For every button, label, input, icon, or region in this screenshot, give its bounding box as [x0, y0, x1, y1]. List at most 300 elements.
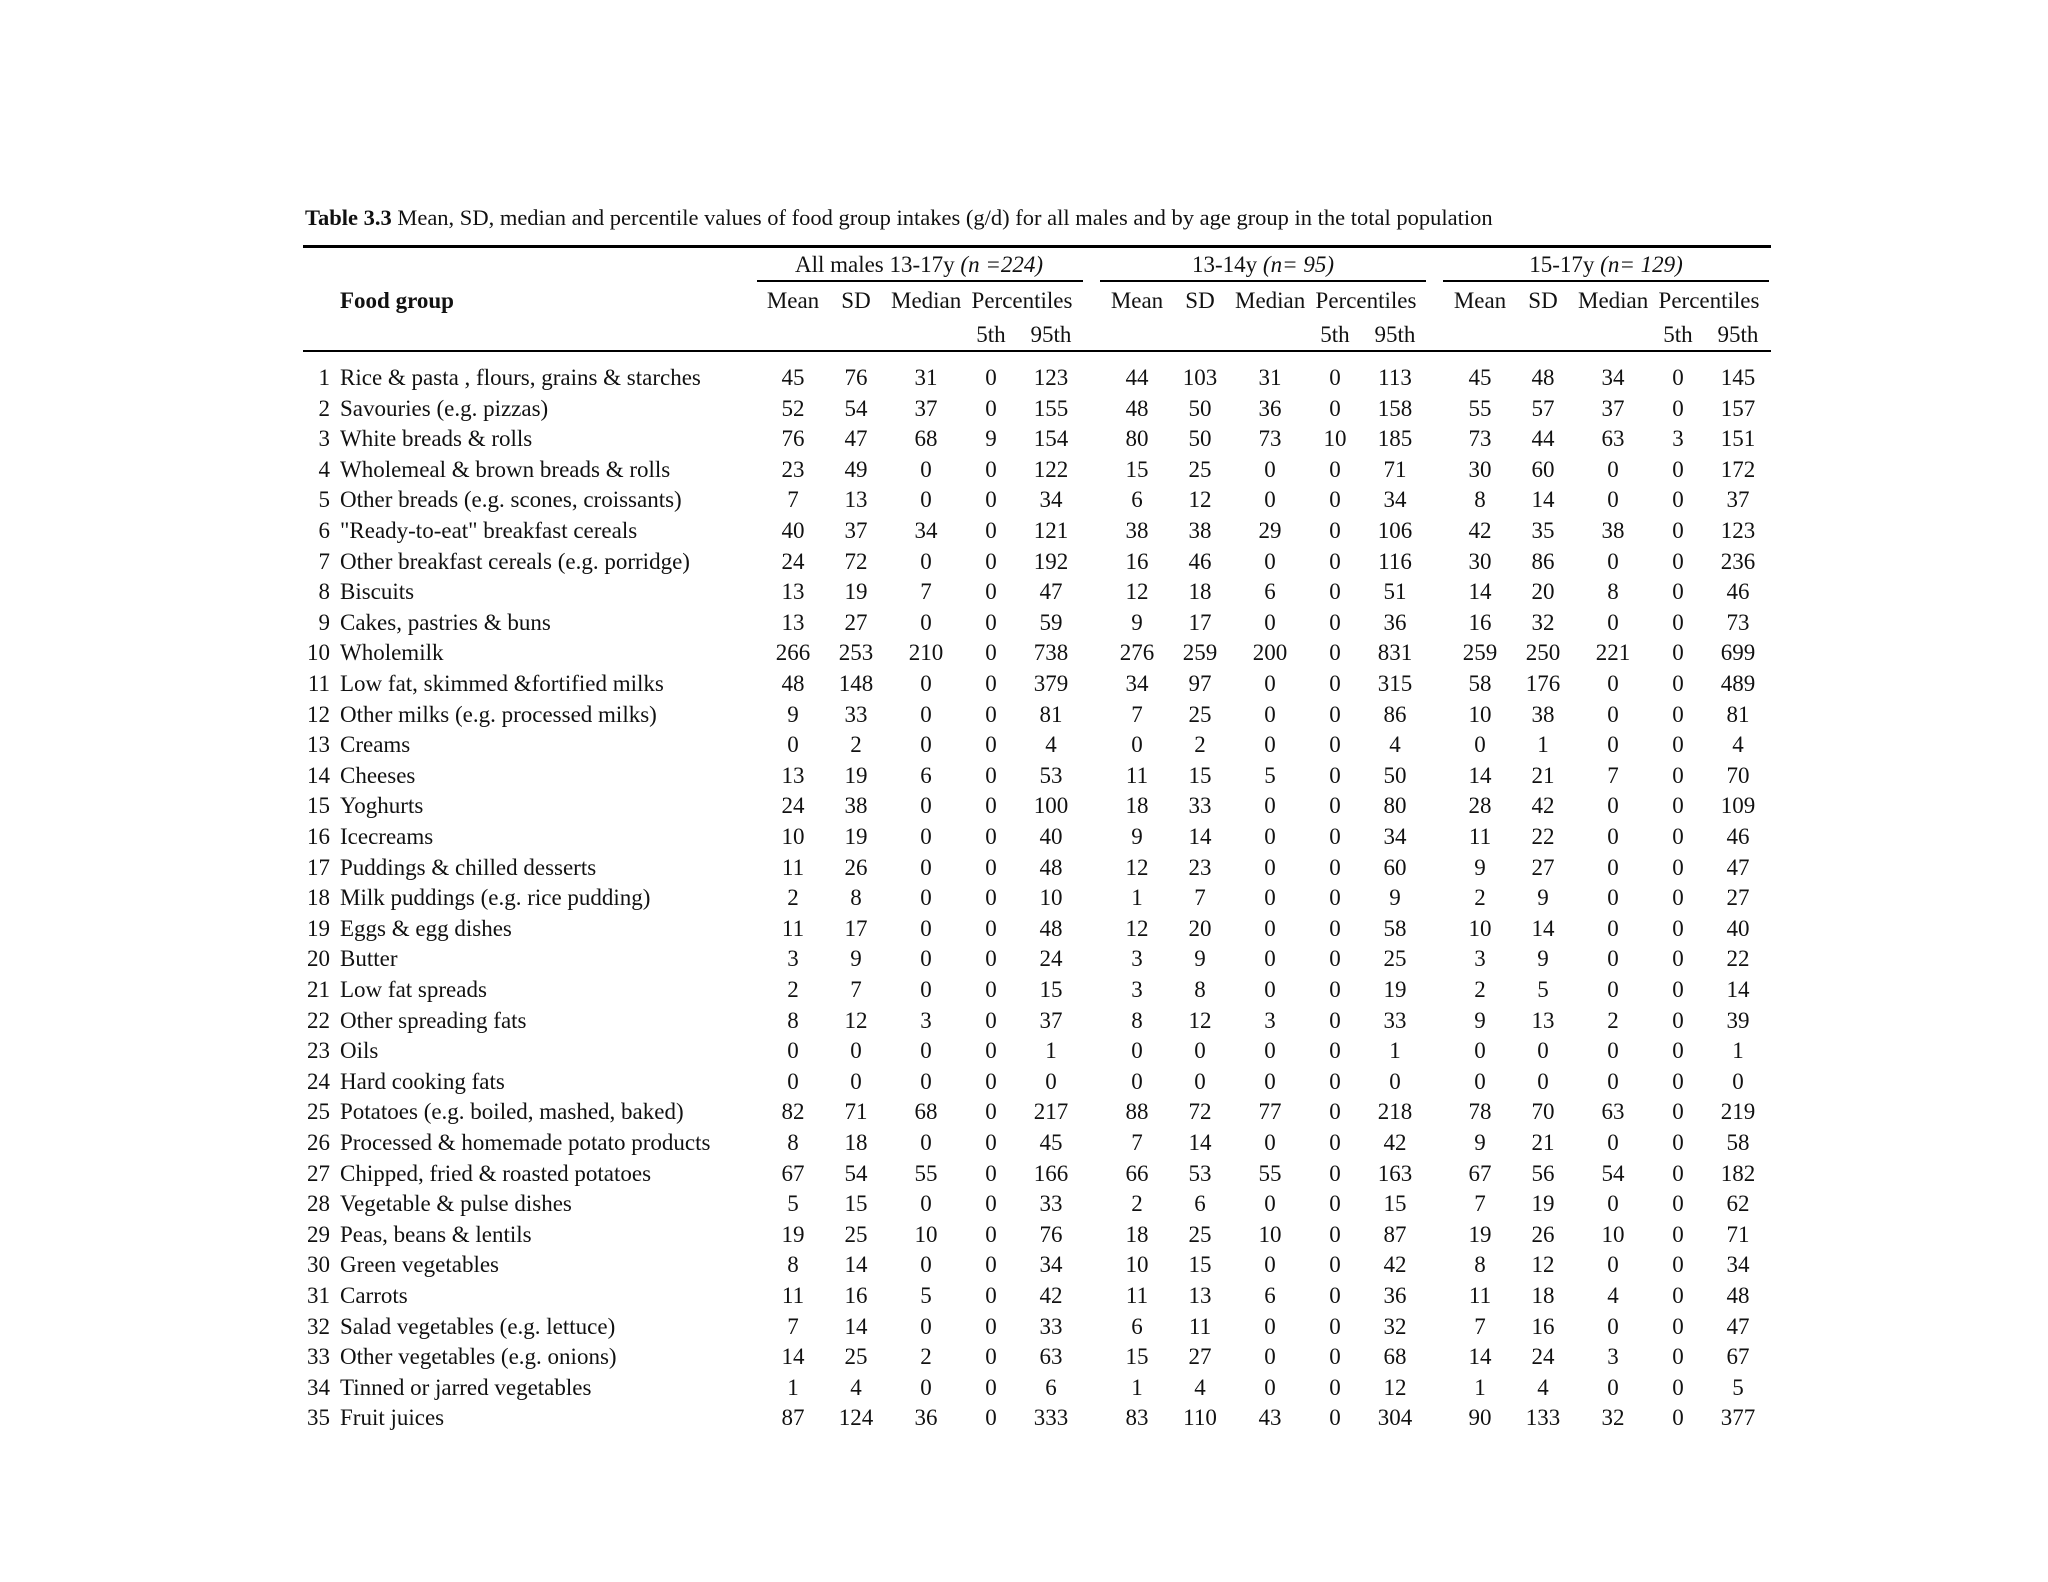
- value-cell: 81: [1726, 702, 1750, 727]
- value-cell: 20: [1188, 916, 1212, 941]
- value-cell: 0: [985, 640, 997, 665]
- value-cell: 14: [1531, 916, 1555, 941]
- value-cell: 0: [1329, 487, 1341, 512]
- value-cell: 0: [1672, 671, 1684, 696]
- value-cell: 1: [1131, 885, 1143, 910]
- value-cell: 67: [1726, 1344, 1750, 1369]
- value-cell: 0: [1264, 487, 1276, 512]
- value-cell: 5: [920, 1283, 932, 1308]
- value-cell: 0: [1329, 671, 1341, 696]
- value-cell: 34: [1039, 487, 1063, 512]
- value-cell: 163: [1377, 1161, 1413, 1186]
- value-cell: 72: [844, 549, 868, 574]
- value-cell: 11: [1125, 763, 1149, 788]
- value-cell: 0: [985, 1344, 997, 1369]
- value-cell: 66: [1125, 1161, 1149, 1186]
- value-cell: 8: [1607, 579, 1619, 604]
- value-cell: 10: [1601, 1222, 1625, 1247]
- value-cell: 0: [1329, 1099, 1341, 1124]
- value-cell: 19: [781, 1222, 805, 1247]
- value-cell: 5: [1732, 1375, 1744, 1400]
- value-cell: 0: [1329, 1069, 1341, 1094]
- value-cell: 0: [1329, 518, 1341, 543]
- value-cell: 14: [1468, 763, 1492, 788]
- value-cell: 116: [1378, 549, 1412, 574]
- value-cell: 12: [1383, 1375, 1407, 1400]
- value-cell: 9: [1389, 885, 1401, 910]
- value-cell: 62: [1726, 1191, 1750, 1216]
- value-cell: 0: [920, 1191, 932, 1216]
- value-cell: 0: [1672, 1283, 1684, 1308]
- row-number: 19: [307, 916, 330, 941]
- value-cell: 0: [1672, 946, 1684, 971]
- food-group-name: Cakes, pastries & buns: [340, 610, 551, 635]
- value-cell: 0: [1045, 1069, 1057, 1094]
- row-number: 34: [307, 1375, 330, 1400]
- value-cell: 4: [850, 1375, 862, 1400]
- value-cell: 42: [1383, 1130, 1407, 1155]
- value-cell: 67: [1468, 1161, 1492, 1186]
- value-cell: 0: [1672, 763, 1684, 788]
- column-header-percentiles: Percentiles: [1658, 288, 1760, 313]
- value-cell: 9: [1131, 824, 1143, 849]
- value-cell: 47: [1726, 1314, 1750, 1339]
- value-cell: 50: [1188, 426, 1212, 451]
- value-cell: 489: [1720, 671, 1756, 696]
- value-cell: 4: [1732, 732, 1744, 757]
- value-cell: 42: [1531, 793, 1555, 818]
- value-cell: 0: [920, 855, 932, 880]
- value-cell: 78: [1468, 1099, 1492, 1124]
- row-number: 35: [307, 1405, 330, 1430]
- value-cell: 27: [1726, 885, 1750, 910]
- value-cell: 0: [1329, 1191, 1341, 1216]
- value-cell: 27: [1531, 855, 1555, 880]
- value-cell: 113: [1378, 365, 1412, 390]
- value-cell: 0: [1672, 610, 1684, 635]
- row-number: 16: [307, 824, 330, 849]
- value-cell: 0: [1264, 1191, 1276, 1216]
- row-number: 9: [318, 610, 330, 635]
- value-cell: 0: [1329, 1314, 1341, 1339]
- value-cell: 253: [838, 640, 874, 665]
- value-cell: 24: [1531, 1344, 1555, 1369]
- value-cell: 54: [1601, 1161, 1625, 1186]
- value-cell: 8: [787, 1130, 799, 1155]
- group-rule-15-17: [1443, 280, 1769, 282]
- value-cell: 831: [1377, 640, 1413, 665]
- value-cell: 0: [1672, 549, 1684, 574]
- value-cell: 53: [1039, 763, 1063, 788]
- food-group-name: Wholemilk: [340, 640, 444, 665]
- column-header-95th: 95th: [1374, 322, 1416, 347]
- value-cell: 19: [1531, 1191, 1555, 1216]
- value-cell: 0: [1672, 1069, 1684, 1094]
- value-cell: 0: [1672, 1038, 1684, 1063]
- value-cell: 0: [1329, 763, 1341, 788]
- food-group-name: Biscuits: [340, 579, 415, 604]
- value-cell: 0: [1264, 702, 1276, 727]
- value-cell: 2: [920, 1344, 932, 1369]
- value-cell: 4: [1537, 1375, 1549, 1400]
- value-cell: 0: [1329, 824, 1341, 849]
- value-cell: 0: [1607, 916, 1619, 941]
- value-cell: 2: [787, 977, 799, 1002]
- value-cell: 0: [1537, 1069, 1549, 1094]
- value-cell: 0: [985, 824, 997, 849]
- value-cell: 7: [850, 977, 862, 1002]
- value-cell: 7: [1474, 1191, 1486, 1216]
- food-group-name: Carrots: [340, 1283, 408, 1308]
- value-cell: 0: [985, 1191, 997, 1216]
- value-cell: 0: [985, 702, 997, 727]
- value-cell: 22: [1726, 946, 1750, 971]
- value-cell: 34: [1125, 671, 1149, 696]
- food-group-name: Other breakfast cereals (e.g. porridge): [340, 549, 690, 574]
- value-cell: 0: [1329, 702, 1341, 727]
- value-cell: 155: [1033, 396, 1069, 421]
- food-group-name: Low fat, skimmed &fortified milks: [340, 671, 664, 696]
- value-cell: 2: [787, 885, 799, 910]
- value-cell: 3: [1131, 946, 1143, 971]
- value-cell: 26: [844, 855, 868, 880]
- value-cell: 72: [1188, 1099, 1212, 1124]
- row-number: 33: [307, 1344, 330, 1369]
- value-cell: 0: [1264, 549, 1276, 574]
- value-cell: 9: [1474, 855, 1486, 880]
- value-cell: 35: [1531, 518, 1555, 543]
- value-cell: 54: [844, 1161, 868, 1186]
- value-cell: 15: [1188, 1252, 1212, 1277]
- value-cell: 36: [914, 1405, 938, 1430]
- value-cell: 0: [1672, 487, 1684, 512]
- value-cell: 34: [1601, 365, 1625, 390]
- value-cell: 71: [1726, 1222, 1750, 1247]
- value-cell: 0: [920, 1038, 932, 1063]
- value-cell: 81: [1039, 702, 1063, 727]
- value-cell: 63: [1039, 1344, 1063, 1369]
- value-cell: 0: [1672, 1314, 1684, 1339]
- value-cell: 70: [1531, 1099, 1555, 1124]
- value-cell: 19: [844, 763, 868, 788]
- value-cell: 37: [844, 518, 868, 543]
- value-cell: 192: [1033, 549, 1069, 574]
- value-cell: 333: [1033, 1405, 1069, 1430]
- column-header-median: Median: [1235, 288, 1306, 313]
- food-group-name: Fruit juices: [340, 1405, 445, 1430]
- value-cell: 43: [1258, 1405, 1282, 1430]
- value-cell: 0: [1672, 1375, 1684, 1400]
- value-cell: 0: [1672, 640, 1684, 665]
- value-cell: 40: [781, 518, 805, 543]
- value-cell: 68: [914, 426, 938, 451]
- value-cell: 0: [985, 946, 997, 971]
- value-cell: 0: [985, 1222, 997, 1247]
- value-cell: 6: [1264, 579, 1276, 604]
- row-number: 20: [307, 946, 330, 971]
- value-cell: 48: [1531, 365, 1555, 390]
- value-cell: 3: [1474, 946, 1486, 971]
- value-cell: 0: [1672, 457, 1684, 482]
- value-cell: 34: [1726, 1252, 1750, 1277]
- row-number: 27: [307, 1161, 330, 1186]
- value-cell: 315: [1377, 671, 1413, 696]
- value-cell: 185: [1377, 426, 1413, 451]
- value-cell: 1: [787, 1375, 799, 1400]
- row-number: 21: [307, 977, 330, 1002]
- food-group-name: Low fat spreads: [340, 977, 487, 1002]
- value-cell: 0: [985, 1038, 997, 1063]
- value-cell: 0: [1329, 1375, 1341, 1400]
- value-cell: 56: [1531, 1161, 1555, 1186]
- value-cell: 0: [1672, 702, 1684, 727]
- column-header-5th: 5th: [1320, 322, 1350, 347]
- value-cell: 0: [985, 1008, 997, 1033]
- value-cell: 11: [1188, 1314, 1212, 1339]
- food-group-name: Savouries (e.g. pizzas): [340, 396, 549, 421]
- value-cell: 77: [1258, 1099, 1282, 1124]
- value-cell: 0: [1194, 1038, 1206, 1063]
- row-number: 31: [307, 1283, 330, 1308]
- value-cell: 14: [1188, 824, 1212, 849]
- value-cell: 3: [787, 946, 799, 971]
- value-cell: 0: [1194, 1069, 1206, 1094]
- food-group-name: Salad vegetables (e.g. lettuce): [340, 1314, 616, 1339]
- value-cell: 58: [1383, 916, 1407, 941]
- group-rule-all: [757, 280, 1083, 282]
- row-number: 32: [307, 1314, 330, 1339]
- value-cell: 0: [1607, 1038, 1619, 1063]
- value-cell: 0: [1672, 916, 1684, 941]
- column-header-mean: Mean: [766, 288, 820, 313]
- value-cell: 0: [1329, 1130, 1341, 1155]
- value-cell: 9: [985, 426, 997, 451]
- value-cell: 0: [1607, 610, 1619, 635]
- value-cell: 0: [1672, 1161, 1684, 1186]
- value-cell: 0: [1607, 855, 1619, 880]
- value-cell: 27: [844, 610, 868, 635]
- value-cell: 176: [1525, 671, 1561, 696]
- value-cell: 76: [844, 365, 868, 390]
- value-cell: 0: [1474, 1038, 1486, 1063]
- value-cell: 50: [1383, 763, 1407, 788]
- value-cell: 7: [787, 487, 799, 512]
- value-cell: 24: [781, 549, 805, 574]
- row-number: 7: [318, 549, 330, 574]
- value-cell: 55: [1468, 396, 1492, 421]
- value-cell: 379: [1033, 671, 1069, 696]
- value-cell: 10: [1468, 916, 1492, 941]
- value-cell: 0: [985, 579, 997, 604]
- column-header-median: Median: [891, 288, 962, 313]
- value-cell: 6: [1194, 1191, 1206, 1216]
- value-cell: 0: [920, 977, 932, 1002]
- value-cell: 123: [1720, 518, 1756, 543]
- value-cell: 154: [1033, 426, 1069, 451]
- value-cell: 52: [781, 396, 805, 421]
- value-cell: 0: [1264, 732, 1276, 757]
- value-cell: 250: [1525, 640, 1561, 665]
- value-cell: 0: [1264, 977, 1276, 1002]
- value-cell: 3: [1131, 977, 1143, 1002]
- food-group-name: "Ready-to-eat" breakfast cereals: [340, 518, 638, 543]
- food-group-name: Wholemeal & brown breads & rolls: [340, 457, 671, 482]
- value-cell: 0: [920, 916, 932, 941]
- value-cell: 42: [1468, 518, 1492, 543]
- value-cell: 58: [1726, 1130, 1750, 1155]
- value-cell: 58: [1468, 671, 1492, 696]
- value-cell: 38: [1125, 518, 1149, 543]
- column-header-5th: 5th: [976, 322, 1006, 347]
- value-cell: 34: [914, 518, 938, 543]
- value-cell: 0: [985, 916, 997, 941]
- value-cell: 0: [1329, 916, 1341, 941]
- value-cell: 34: [1039, 1252, 1063, 1277]
- value-cell: 26: [1531, 1222, 1555, 1247]
- value-cell: 0: [1607, 732, 1619, 757]
- value-cell: 133: [1525, 1405, 1561, 1430]
- value-cell: 158: [1377, 396, 1413, 421]
- value-cell: 87: [781, 1405, 805, 1430]
- value-cell: 49: [844, 457, 868, 482]
- value-cell: 0: [1264, 671, 1276, 696]
- value-cell: 13: [781, 610, 805, 635]
- value-cell: 9: [850, 946, 862, 971]
- value-cell: 1: [1131, 1375, 1143, 1400]
- value-cell: 1: [1537, 732, 1549, 757]
- value-cell: 36: [1383, 1283, 1407, 1308]
- value-cell: 73: [1726, 610, 1750, 635]
- value-cell: 259: [1182, 640, 1218, 665]
- value-cell: 0: [787, 1038, 799, 1063]
- value-cell: 27: [1188, 1344, 1212, 1369]
- value-cell: 73: [1468, 426, 1492, 451]
- value-cell: 200: [1252, 640, 1288, 665]
- value-cell: 47: [1726, 855, 1750, 880]
- value-cell: 8: [850, 885, 862, 910]
- value-cell: 5: [1537, 977, 1549, 1002]
- value-cell: 15: [1383, 1191, 1407, 1216]
- value-cell: 12: [1125, 855, 1149, 880]
- value-cell: 0: [850, 1069, 862, 1094]
- value-cell: 76: [781, 426, 805, 451]
- row-number: 8: [318, 579, 330, 604]
- value-cell: 42: [1039, 1283, 1063, 1308]
- value-cell: 0: [985, 732, 997, 757]
- value-cell: 17: [1188, 610, 1212, 635]
- value-cell: 38: [844, 793, 868, 818]
- group-title-label: 13-14y: [1191, 252, 1263, 277]
- row-number: 3: [318, 426, 330, 451]
- column-header-percentiles: Percentiles: [971, 288, 1073, 313]
- value-cell: 2: [1474, 885, 1486, 910]
- value-cell: 20: [1531, 579, 1555, 604]
- value-cell: 23: [781, 457, 805, 482]
- food-group-name: Chipped, fried & roasted potatoes: [340, 1161, 652, 1186]
- food-group-name: Milk puddings (e.g. rice pudding): [340, 885, 651, 910]
- value-cell: 218: [1377, 1099, 1413, 1124]
- value-cell: 0: [1329, 549, 1341, 574]
- value-cell: 14: [844, 1252, 868, 1277]
- value-cell: 60: [1383, 855, 1407, 880]
- value-cell: 63: [1601, 426, 1625, 451]
- food-group-name: Other breads (e.g. scones, croissants): [340, 487, 682, 512]
- value-cell: 121: [1033, 518, 1069, 543]
- value-cell: 83: [1125, 1405, 1149, 1430]
- value-cell: 2: [1474, 977, 1486, 1002]
- value-cell: 0: [1672, 793, 1684, 818]
- value-cell: 0: [920, 1252, 932, 1277]
- value-cell: 106: [1377, 518, 1413, 543]
- value-cell: 8: [1131, 1008, 1143, 1033]
- value-cell: 15: [1039, 977, 1063, 1002]
- value-cell: 57: [1531, 396, 1555, 421]
- value-cell: 17: [844, 916, 868, 941]
- value-cell: 0: [1607, 1069, 1619, 1094]
- value-cell: 0: [1607, 1130, 1619, 1155]
- value-cell: 0: [1264, 1314, 1276, 1339]
- value-cell: 33: [1188, 793, 1212, 818]
- value-cell: 0: [1672, 1252, 1684, 1277]
- value-cell: 0: [1329, 1008, 1341, 1033]
- value-cell: 103: [1182, 365, 1218, 390]
- value-cell: 0: [1607, 1252, 1619, 1277]
- value-cell: 8: [1474, 487, 1486, 512]
- value-cell: 0: [1329, 365, 1341, 390]
- group-title: [1083, 252, 1443, 278]
- value-cell: 0: [1264, 610, 1276, 635]
- column-header-percentiles: Percentiles: [1315, 288, 1417, 313]
- value-cell: 13: [844, 487, 868, 512]
- value-cell: 0: [985, 396, 997, 421]
- value-cell: 7: [1194, 885, 1206, 910]
- value-cell: 0: [1607, 702, 1619, 727]
- value-cell: 4: [1045, 732, 1057, 757]
- value-cell: 11: [1468, 824, 1492, 849]
- value-cell: 0: [1672, 579, 1684, 604]
- value-cell: 123: [1033, 365, 1069, 390]
- row-number: 18: [307, 885, 330, 910]
- value-cell: 1: [1045, 1038, 1057, 1063]
- value-cell: 42: [1383, 1252, 1407, 1277]
- column-header-mean: Mean: [1453, 288, 1507, 313]
- value-cell: 45: [781, 365, 805, 390]
- value-cell: 8: [787, 1008, 799, 1033]
- value-cell: 14: [1726, 977, 1750, 1002]
- value-cell: 68: [914, 1099, 938, 1124]
- row-number: 5: [318, 487, 330, 512]
- value-cell: 14: [1468, 1344, 1492, 1369]
- value-cell: 3: [1672, 426, 1684, 451]
- value-cell: 0: [1264, 1130, 1276, 1155]
- value-cell: 45: [1039, 1130, 1063, 1155]
- value-cell: 0: [1264, 1252, 1276, 1277]
- value-cell: 3: [1607, 1344, 1619, 1369]
- value-cell: 48: [1726, 1283, 1750, 1308]
- value-cell: 5: [787, 1191, 799, 1216]
- value-cell: 19: [844, 579, 868, 604]
- group-title: [1426, 252, 1786, 278]
- value-cell: 25: [1188, 457, 1212, 482]
- value-cell: 25: [844, 1344, 868, 1369]
- value-cell: 151: [1720, 426, 1756, 451]
- value-cell: 11: [1125, 1283, 1149, 1308]
- row-number: 10: [307, 640, 330, 665]
- value-cell: 0: [1329, 579, 1341, 604]
- value-cell: 0: [920, 1069, 932, 1094]
- value-cell: 266: [775, 640, 811, 665]
- value-cell: 38: [1601, 518, 1625, 543]
